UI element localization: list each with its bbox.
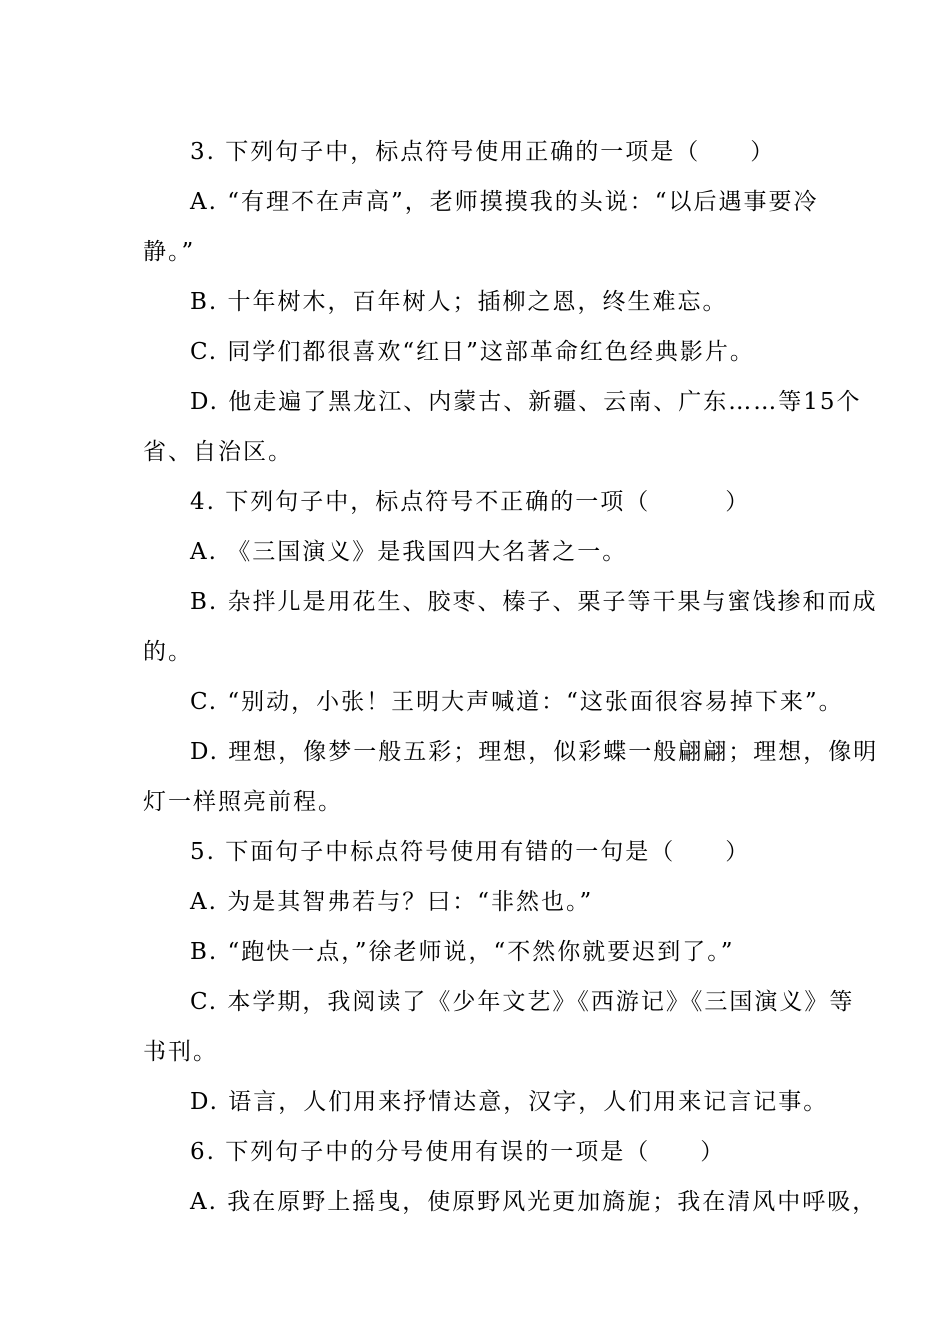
question-3-option-b: B. 十年树木，百年树人；插柳之恩，终生难忘。 [190, 289, 728, 315]
question-3-option-a-cont: 静。” [143, 239, 196, 265]
question-6-stem: 6. 下列句子中的分号使用有误的一项是（ ） [190, 1139, 726, 1165]
question-5-option-d: D. 语言，人们用来抒情达意，汉字，人们用来记言记事。 [190, 1089, 829, 1115]
question-4-option-d: D. 理想，像梦一般五彩；理想，似彩蝶一般翩翩；理想，像明 [190, 739, 879, 765]
question-5-option-c-cont: 书刊。 [143, 1039, 218, 1065]
question-3-stem: 3. 下列句子中，标点符号使用正确的一项是（ ） [190, 139, 776, 165]
question-4-stem: 4. 下列句子中，标点符号不正确的一项（ ） [190, 489, 751, 515]
question-4-option-c: C. “别动，小张！王明大声喊道：“这张面很容易掉下来”。 [190, 689, 844, 715]
question-5-option-a: A. 为是其智弗若与？曰：“非然也。” [190, 889, 594, 915]
question-3-option-d-cont: 省、自治区。 [143, 439, 293, 465]
question-4-option-d-cont: 灯一样照亮前程。 [143, 789, 343, 815]
question-5-option-c: C. 本学期，我阅读了《少年文艺》《西游记》《三国演义》等 [190, 989, 855, 1015]
question-4-option-b-cont: 的。 [143, 639, 193, 665]
question-4-option-a: A. 《三国演义》是我国四大名著之一。 [190, 539, 628, 565]
question-5-option-b: B. “跑快一点，”徐老师说，“不然你就要迟到了。” [190, 939, 735, 965]
question-3-option-d: D. 他走遍了黑龙江、内蒙古、新疆、云南、广东……等15个 [190, 389, 862, 415]
question-3-option-a: A. “有理不在声高”，老师摸摸我的头说：“以后遇事要冷 [190, 189, 819, 215]
question-5-stem: 5. 下面句子中标点符号使用有错的一句是（ ） [190, 839, 751, 865]
question-4-option-b: B. 杂拌儿是用花生、胶枣、榛子、栗子等干果与蜜饯掺和而成 [190, 589, 878, 615]
question-6-option-a: A. 我在原野上摇曳，使原野风光更加旖旎；我在清风中呼吸， [190, 1189, 878, 1215]
question-3-option-c: C. 同学们都很喜欢“红日”这部革命红色经典影片。 [190, 339, 755, 365]
